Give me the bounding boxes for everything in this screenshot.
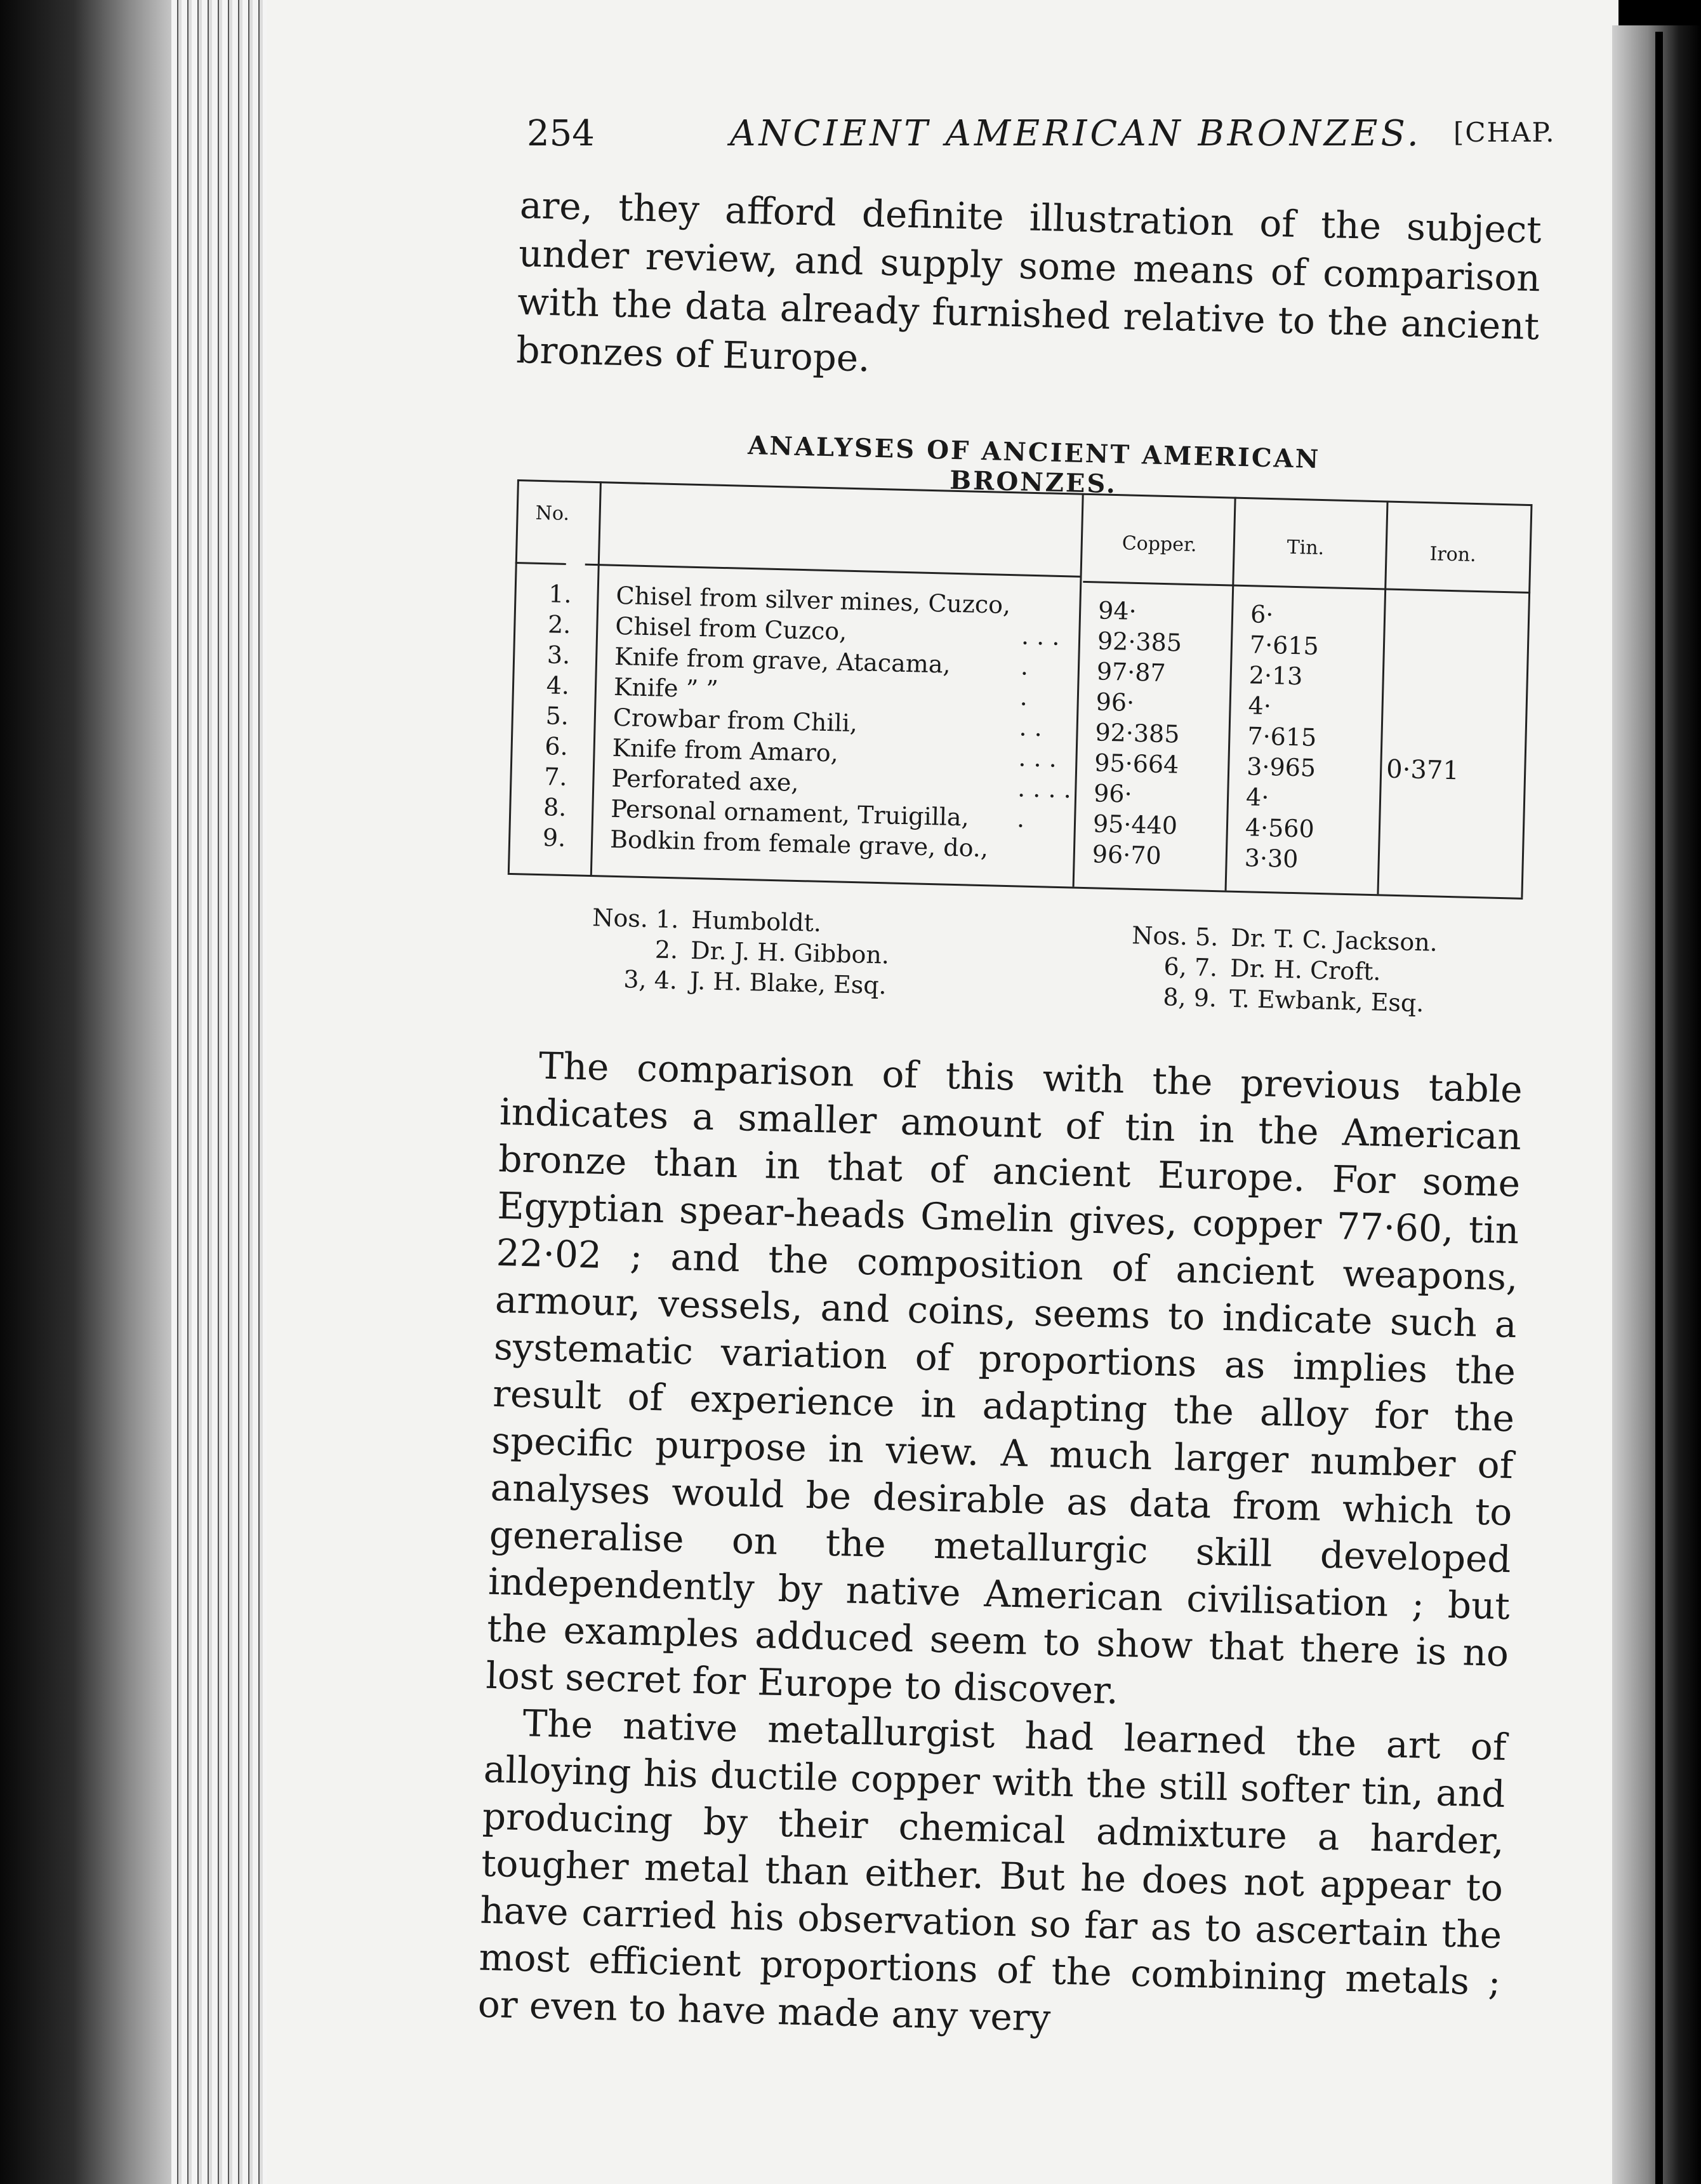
tin-value: 4·560 [1245,813,1315,843]
no-header-rule [515,562,566,565]
credit-line: 2. Dr. J. H. Gibbon. [654,935,890,969]
credit-line: Nos. 1. Humboldt. [592,903,822,937]
credits-left [562,902,1009,1004]
row-description: Knife from grave, Atacama, . [614,642,1029,681]
row-number: 9. [542,823,566,853]
header-iron: Iron. [1429,543,1477,566]
row-number: 3. [546,641,571,670]
row-description: Chisel from Cuzco, . . . [614,611,1061,651]
row-number: 5. [545,702,569,731]
row-description: Knife ” ” . [613,672,1028,711]
credit-line: Nos. 5. Dr. T. C. Jackson. [1131,921,1438,957]
col-copper-rule [1225,497,1236,891]
copper-value: 95·664 [1094,749,1179,779]
running-head [527,113,1556,164]
row-numbers [521,578,573,853]
row-description: Knife from Amaro, . . . [612,733,1057,773]
opening-paragraph: are, they afford definite illustration of the subject under review, and supply some means of comparison with the data already furnished relative to the ancient bronzes of Europe. [515,183,1542,380]
copper-value: 94· [1097,596,1137,625]
right-binding-bar [1655,32,1663,2184]
values-header-rule [1083,581,1530,594]
row-descriptions [609,580,1072,865]
table-title: ANALYSES OF ANCIENT AMERICAN BRONZES. [747,430,1321,500]
copper-column [1092,595,1182,871]
row-number: 1. [548,580,573,609]
row-number: 7. [543,762,568,792]
body-paragraph: The comparison of this with the previous table indicates a smaller amount of tin in the American bronze than in that of ancient Europe. For some Egyptian spear-heads Gmelin gives, copper 77·60, tin 22·02 ; and the composition of ancient weapons, armour, vessels, and coins, seems to indicate such a systematic variation of proportions as implies the result of experience in adapting the alloy for the specific purpose in view. A much larger number of analyses would be desirable as data from which to generalise on the metallurgic skill developed independently by native American civilisation ; but the examples adduced seem to show that there is no lost secret for Europe to discover. [485,1044,1523,1713]
tin-value: 3·965 [1246,752,1316,782]
row-number: 2. [547,610,571,639]
analyses-table [507,479,1532,910]
copper-value: 95·440 [1092,809,1178,840]
tin-value: 7·615 [1249,630,1320,660]
running-title: ANCIENT AMERICAN BRONZES. [730,113,1422,154]
col-tin-rule [1377,500,1388,894]
row-number: 8. [543,793,567,822]
copper-value: 96· [1093,779,1133,808]
tin-value: 2·13 [1248,661,1303,691]
row-number: 4. [546,671,570,700]
credits-right [1102,919,1548,1022]
row-description: Crowbar from Chili, . . [612,703,1043,742]
header-tin: Tin. [1287,536,1325,560]
credit-line: 3, 4. J. H. Blake, Esq. [623,965,887,1000]
body-paragraph: The native metallurgist had learned the art of alloying his ductile copper with the still softer tin, and producing by their chemical admixture a harder, tougher metal than either. But he does not appear to have carried his observation so far as to ascertain the most efficient proportions of the combining metals ; or even to have made any very [477,1701,1507,2040]
copper-value: 96·70 [1092,840,1162,870]
copper-value: 97·87 [1096,657,1167,688]
tin-value: 6· [1250,600,1274,629]
copper-value: 96· [1095,688,1135,717]
tin-value: 4· [1245,783,1269,812]
col-desc-rule [1073,493,1084,887]
row-description: Bodkin from female grave, do., [609,825,989,863]
tin-value: 7·615 [1247,722,1317,752]
chapter-marker: [CHAP. [1453,117,1556,148]
row-description: Chisel from silver mines, Cuzco, [616,581,1011,620]
col-no-rule [590,481,602,875]
credit-line: 8, 9. T. Ewbank, Esq. [1162,983,1424,1018]
row-description: Personal ornament, Truigilla, . [610,794,1025,833]
copper-value: 92·385 [1097,627,1182,657]
row-description: Perforated axe, . . . . [611,764,1072,804]
tin-value: 3·30 [1244,844,1299,874]
tin-value: 4· [1248,691,1272,721]
row-number: 6. [544,732,569,761]
page-number: 254 [527,113,595,154]
credit-line: 6, 7. Dr. H. Croft. [1163,952,1382,986]
header-no: No. [535,502,570,526]
header-copper: Copper. [1122,532,1197,557]
body-text [477,1041,1523,2053]
copper-value: 92·385 [1095,718,1181,749]
tin-column [1244,599,1320,875]
page-edges [171,0,273,2184]
iron-value: 0·371 [1386,754,1460,786]
desc-header-rule [585,564,1080,578]
